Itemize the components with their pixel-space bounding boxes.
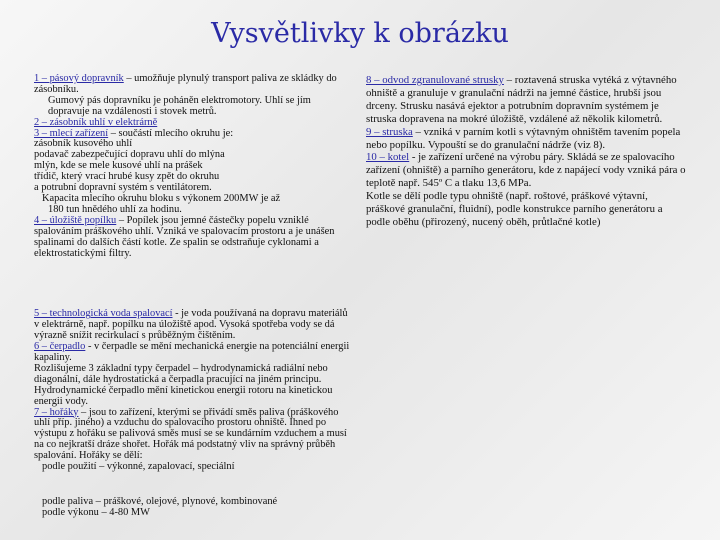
item-1-text-2: Gumový pás dopravníku je poháněn elektromotory. Uhlí se jím dopravuje na vzdálenosti i stovek metrů.	[48, 94, 311, 117]
item-6-text: - v čerpadle se mění mechanická energie na potenciální energii kapaliny.	[34, 341, 350, 364]
item-3-list-7: 180 tun hnědého uhlí za hodinu.	[48, 203, 182, 215]
left-column	[34, 74, 352, 519]
item-6-label[interactable]: 6 – čerpadlo	[34, 341, 86, 353]
item-3-list-2: podavač zabezpečující dopravu uhlí do mlýna	[34, 149, 225, 161]
item-3-list-4: třídič, který vrací hrubé kusy zpět do okruhu	[34, 171, 220, 183]
page-title: Vysvětlivky k obrázku	[211, 18, 509, 49]
item-4-text: – Popílek jsou jemné částečky popelu vzniklé spalováním práškového uhlí. Vzniká ve spalovacím prostoru a je unášen spalinami do dalších částí kotle. Ze spalin se odstraňuje cyklonami a elektrostatickými filtry.	[34, 214, 335, 259]
item-7-text: – jsou to zařízení, kterými se přivádí směs paliva (práškového uhlí příp. jiného) a vzduchu do spalovacího prostoru ohniště. Ihned po výstupu z hořáku se palivová směs musí se se kundárním vzduchem a musí na co nejkratší dráze shořet. Hořák má podstatný vliv na správný průběh spalování. Hořáky se dělí:	[34, 406, 347, 462]
item-10-text: - je zařízení určené na výrobu páry. Skládá se ze spalovacího zařízení (ohniště) a parního generátoru, kde z napájecí vody vzniká pára o teplotě např. 545º C a tlaku 13,6 MPa.	[366, 151, 686, 190]
item-3-list-5: a potrubní dopravní systém s ventilátorem.	[34, 182, 212, 194]
item-7	[34, 408, 352, 463]
item-1	[34, 74, 352, 96]
item-9-label[interactable]: 9 – struska	[366, 125, 413, 138]
item-3-list-1: zásobník kusového uhlí	[34, 138, 133, 150]
item-3-label[interactable]: 3 – mlecí zařízení	[34, 127, 109, 139]
item-3-list-6: Kapacita mlecího okruhu bloku s výkonem 200MW je až	[42, 192, 281, 204]
item-1-label[interactable]: 1 – pásový dopravník	[34, 73, 124, 84]
item-4	[34, 216, 352, 260]
item-5-text: - je voda používaná na dopravu materiálů v elektrárně, např. popílku na úložiště apod. Vysoká spotřeba vody se dá výrazně snížit recirkulací s průběžným čištěním.	[34, 308, 348, 342]
item-5-label[interactable]: 5 – technologická voda spalovací	[34, 308, 173, 320]
item-7-list-2: podle paliva – práškové, olejové, plynové, kombinované	[42, 496, 278, 507]
item-8-text: – roztavená struska vytéká z výtavného ohniště a granuluje v granulační nádrži na jemné částice, hrubší jsou drceny. Strusku nasává ejektor a potrubním dopravním systémem je struska dopravena na mokré úložiště, vzdálené až několik kilometrů.	[366, 74, 677, 125]
item-10	[366, 151, 688, 190]
item-6	[34, 342, 352, 364]
item-8-label[interactable]: 8 – odvod zgranulované strusky	[366, 74, 504, 86]
right-column	[366, 74, 688, 229]
item-7-list-3: podle výkonu – 4-80 MW	[42, 506, 150, 518]
item-3-list-3: mlýn, kde se mele kusové uhlí na prášek	[34, 160, 203, 172]
item-1-text: – umožňuje plynulý transport paliva ze skládky do zásobníku.	[34, 73, 337, 95]
item-8	[366, 74, 688, 126]
item-2-label[interactable]: 2 – zásobník uhlí v elektrárně	[34, 116, 158, 128]
item-5	[34, 309, 352, 342]
item-10-label[interactable]: 10 – kotel	[366, 151, 410, 164]
item-4-label[interactable]: 4 – úložiště popílku	[34, 214, 117, 226]
item-10-text-2: Kotle se dělí podle typu ohniště (např. roštové, práškové výtavní, práškové granulační, fluidní), podle konstrukce parního generátoru a podle oběhu (přirozený, nucený oběh, průtlačné kotle)	[366, 190, 663, 228]
item-9-text: – vzniká v parním kotli s výtavným ohništěm tavením popela nebo popílku. Vypouští se do granulační nádrže (viz 8).	[366, 125, 681, 151]
item-7-list-1: podle použití – výkonné, zapalovací, speciální	[42, 461, 235, 473]
item-6-text-2: Rozlišujeme 3 základní typy čerpadel – hydrodynamická radiální nebo diagonální, dále hydrostatická a čerpadla pracující na jiném principu. Hydrodynamické čerpadlo mění kinetickou energii rotoru na kinetickou energii vody.	[34, 362, 333, 407]
item-7-label[interactable]: 7 – hořáky	[34, 406, 79, 418]
item-3-text: – součástí mlecího okruhu je:	[108, 127, 234, 139]
item-9	[366, 126, 688, 152]
